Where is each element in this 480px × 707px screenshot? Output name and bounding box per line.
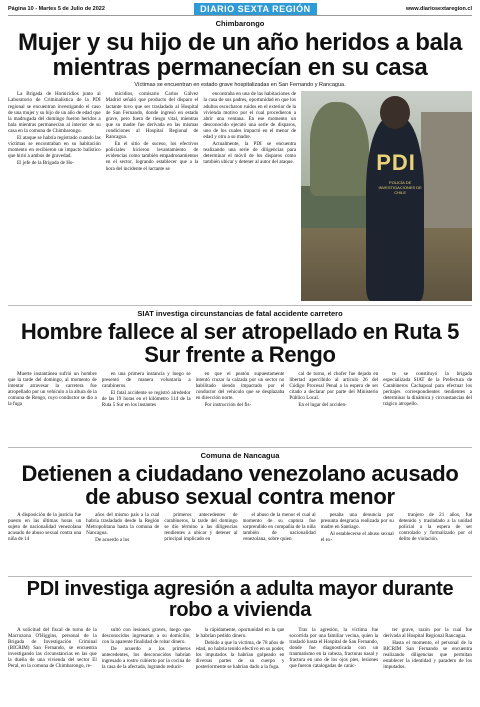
paragraph: Muerte instantánea sufrió un hombre que la tarde del domingo, al momento de intentar atravesar la carretera fue atropellado por un vehículo a la altura de la comuna de Rengo, cuyo conductor se dio a la fuga <box>8 370 97 408</box>
paragraph: tranjero de 21 años, fue detenido y trasladado a la unidad policial a la espera de ser controlado y formalizado por el delito de violación. <box>398 511 473 543</box>
paragraph: De acuerdo a los primeros antecedentes, los desconocidos habrían ingresado a rostro cubierto por la cocina de la casa de la afectada, logrando reducir- <box>101 646 191 671</box>
paragraph: Tras la agresión, la víctima fue socorrida por una familiar vecina, quien la trasladó hasta el Hospital de San Fernando, donde fue diagnosticada con un traumatismo en la cabeza, fracturas nasal y fractura en uno de los ojos pies, lesiones que fueron catalogadas de carác- <box>289 626 379 670</box>
paragraph: primeros antecedentes de carabineros, la tarde del domingo se dio término a las diligencias tendientes a ubicar y detener al principal implicado en <box>164 511 238 543</box>
paragraph: el abuso de la menor el cual al momento de su captura fue sorprendido en compañía de la niña también de nacionalidad venezolana, sobre quien <box>242 511 316 543</box>
paragraph: Por instrucción del fis- <box>204 402 252 409</box>
paragraph: en una primera instancia y luego se presentó de manera voluntaria a carabineros. <box>101 370 191 389</box>
story1-column <box>203 91 296 301</box>
page-date: Página 10 - Martes 5 de Julio de 2022 <box>8 5 105 12</box>
paragraph: Al establecerse el abuso sexual el ex- <box>320 531 394 544</box>
paragraph: encontraba en una de las habitaciones de la casa de sus padres, oportunidad en que los adultos escucharon ruidos en el exterior de la vivienda motivo por el cual procedieron a abrir una ventana. En ese momento un desconocido ejecutó una serie de disparos, uno de los cuales impactó en el menor de edad y otro a su madre. <box>203 91 297 141</box>
story2-column <box>102 371 191 443</box>
story3-kicker: Comuna de Nancagua <box>200 450 280 460</box>
story2-column <box>289 371 378 443</box>
paragraph: la rápidamente, oportunidad en la que le habrían pedido dinero. <box>195 626 285 639</box>
paragraph: En el lugar del acciden- <box>298 402 347 409</box>
story1-kicker: Chimbarongo <box>215 19 265 28</box>
story1-column <box>106 91 199 301</box>
page-header <box>8 2 472 16</box>
paragraph: El fatal accidente se registró alrededor de las 19 horas en el kilómetro 114 de la Ruta 5 Sur en los instantes <box>101 389 191 409</box>
divider <box>8 447 472 448</box>
paragraph: A disposición de la justicia fue puesto en las últimas horas un sujeto de nacionalidad venezolana acusado de abuso sexual contra una niña de 14 <box>8 511 82 543</box>
story3-body <box>8 512 472 572</box>
divider <box>8 576 472 577</box>
paragraph: Hasta el momento, el personal de la BICRIM San Fernando se encuentra realizando diligencias que permitan establecer la identidad y paradero de los imputados. <box>383 639 472 671</box>
newspaper-page <box>0 2 480 672</box>
paragraph: años del mismo país a la cual habría trasladado desde la Región Metropolitana hasta la comuna de Nancagua. <box>86 511 160 537</box>
paragraph: te se constituyó la brigada especializada SIAT de la Prefectura de Carabineros Cachapoal para efectuar los peritajes correspondientes tendientes a determinar la dinámica y circunstancias del trágico atropello. <box>383 370 472 408</box>
website-link[interactable]: www.diariosextaregion.cl <box>405 5 472 12</box>
story2-kicker: SIAT investiga circunstancias de fatal accidente carretero <box>137 309 343 319</box>
story2-column <box>8 371 97 443</box>
paragraph: micidios, comisario Carlos Gálvez Madrid señaló que producto del disparo el lactante tuvo que ser trasladado al Hospital de San Fernando, donde ingresó en estado grave, pero fuera de riesgo vital, mientras que su madre fue derivada en las mismas condiciones al Hospital Regional de Rancagua. <box>105 91 199 141</box>
story4-column <box>196 627 285 707</box>
story3-column <box>8 512 81 572</box>
paragraph: El jefe de la Brigada de Ho- <box>17 160 75 167</box>
paragraph: De acuerdo a los <box>95 537 130 544</box>
paragraph: cal de turno, el chofer fue dejado en libertad apercibido al artículo 26 del Código Procesal Penal a la espera de ser citado a declarar por parte del Ministerio Público Local. <box>289 370 379 401</box>
story2-body <box>8 371 472 443</box>
paragraph: En el sitio de suceso, los efectivos policiales hicieron levantamiento de evidencias como también empadronamientos en el sector, logrando establecer que a la hora del incidente el lactante se <box>105 141 199 172</box>
paragraph: Debido a que la víctima, de 78 años de edad, no habría tenido efectivo en su poder, los imputados la habrían golpeado en diversas partes de su cuerpo y posteriormente se habrían dado a la fuga. <box>195 639 285 671</box>
divider <box>8 305 472 306</box>
story4-column <box>383 627 472 707</box>
story2-column <box>383 371 472 443</box>
story4-column <box>102 627 191 707</box>
story1-column <box>8 91 101 301</box>
story1-headline: Mujer y su hijo de un año heridos a bala mientras permanecían en su casa <box>17 29 463 82</box>
story3-column <box>321 512 394 572</box>
masthead: DIARIO SEXTA REGIÓN <box>194 3 317 15</box>
vest-subtext: POLICÍA DE INVESTIGACIONES DE CHILE <box>378 179 422 195</box>
story3-column <box>399 512 472 572</box>
paragraph: en que el peatón supuestamente intentó cruzar la calzada por un sector no habilitado siendo impactado por el conductor del vehículo que se desplazaba en dirección norte. <box>195 370 285 401</box>
officer-figure <box>366 117 424 302</box>
paragraph: sultó con lesiones graves, luego que desconocidos ingresaran a su domicilio, con la aparente finalidad de robar dinero. <box>101 626 191 645</box>
story3-headline: Detienen a ciudadano venezolano acusado de abuso sexual contra menor <box>21 460 459 509</box>
story4-column <box>8 627 97 707</box>
story3-column <box>243 512 316 572</box>
vest-text: PDI <box>376 150 416 176</box>
story2-column <box>196 371 285 443</box>
story1-body <box>8 91 472 301</box>
paragraph: pesaba una denuncia por presunta desgracia realizada por su madre en Santiago. <box>320 511 394 530</box>
story4-body <box>8 627 472 707</box>
paragraph: Actualmente, la PDI se encuentra realizando una serie de diligencias para determinar el móvil de los disparos como también ubicar y detener al autor del ataque. <box>203 141 297 166</box>
story2-headline: Hombre fallece al ser atropellado en Ruta 5 Sur frente a Rengo <box>20 319 460 368</box>
paragraph: A solicitud del fiscal de turno de la Macrozona O'Higgins, personal de la Brigada de Investigación Criminal (BICRIM) San Fernando, se encuentra investigando las circunstancias en las que la dueña de una vivienda del sector El Peral, en la comuna de Chimbarongo, re- <box>8 626 97 670</box>
story4-column <box>289 627 378 707</box>
paragraph: ter grave, razón por la cual fue derivada al Hospital Regional Rancagua. <box>383 626 472 639</box>
paragraph: La Brigada de Homicidios junto al Laboratorio de Criminalística de la PDI regional se encuentran investigando el caso de una mujer y su hijo de un año de edad que la madrugada del domingo fueron heridos a bala mientras permanecían al interior de su casa en la comuna de Chimbarongo. <box>8 91 101 134</box>
story3-column <box>86 512 159 572</box>
story3-column <box>164 512 237 572</box>
pdi-officer-photo <box>301 91 472 301</box>
paragraph: El ataque se habría registrado cuando las víctimas se encontraban en su habitación momento en recibieron un impacto balístico que hirió a ambos de gravedad. <box>8 135 101 160</box>
story1-subhead: Víctimas se encuentran en estado grave hospitalizadas en San Fernando y Rancagua. <box>134 82 346 89</box>
story4-headline: PDI investiga agresión a adulta mayor durante robo a vivienda <box>26 577 454 621</box>
